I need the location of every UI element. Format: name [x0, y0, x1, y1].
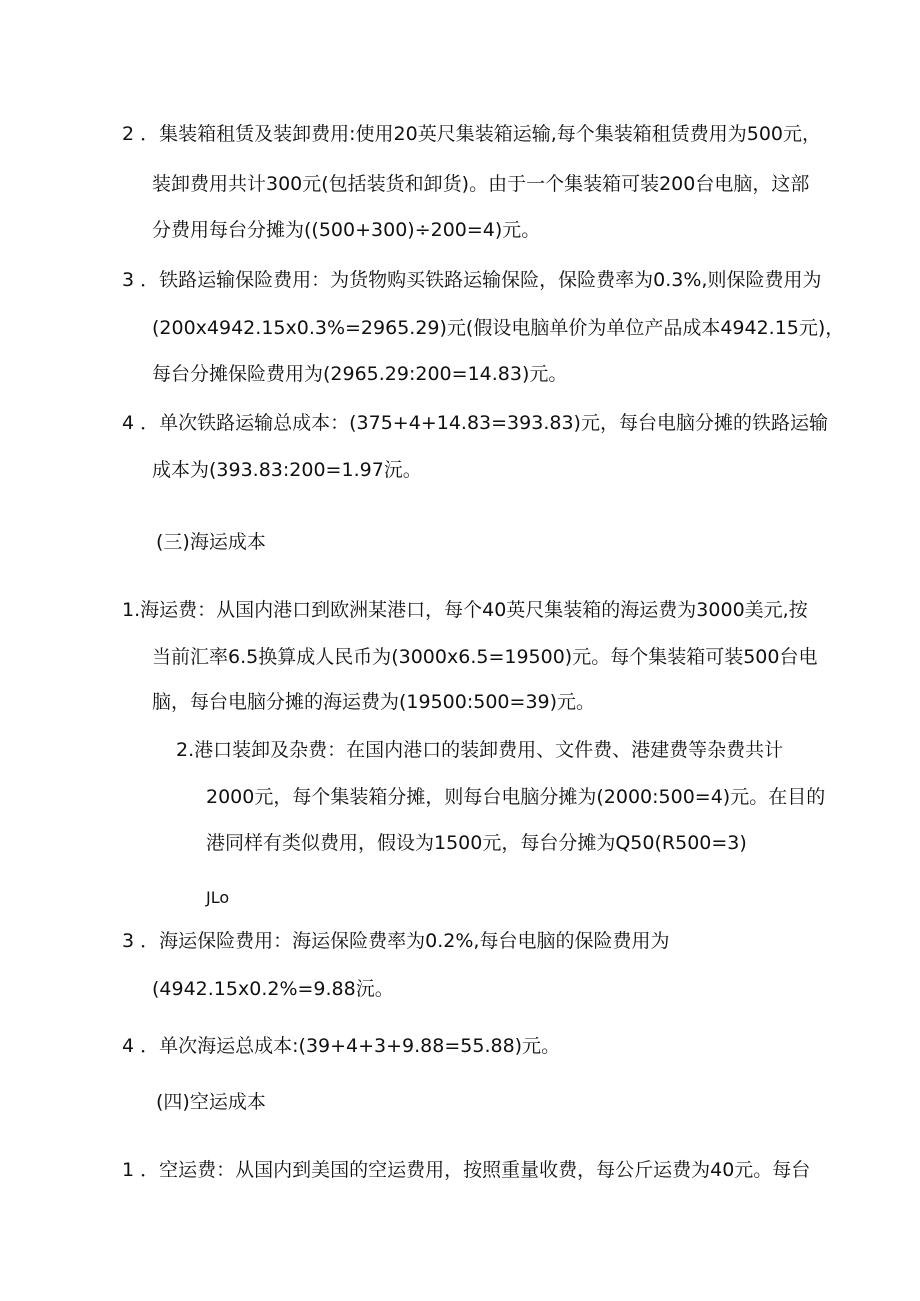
paragraph-line: 每台分摊保险费用为(2965.29:200=14.83)元。	[152, 363, 568, 385]
paragraph-line: 1.海运费：从国内港口到欧洲某港口，每个40英尺集装箱的海运费为3000美元,按	[122, 599, 808, 621]
paragraph-line: 3 ．海运保险费用：海运保险费率为0.2%,每台电脑的保险费用为	[122, 930, 670, 952]
paragraph-line: 脑，每台电脑分摊的海运费为(19500:500=39)元。	[152, 691, 596, 713]
paragraph-line: 4 ．单次海运总成本:(39+4+3+9.88=55.88)元。	[122, 1035, 561, 1057]
paragraph-line: 港同样有类似费用，假设为1500元，每台分摊为Q50(R500=3)	[206, 832, 747, 854]
paragraph-line: 4 ．单次铁路运输总成本：(375+4+14.83=393.83)元，每台电脑分摊的铁路运输	[122, 412, 828, 434]
paragraph-line: 分费用每台分摊为((500+300)÷200=4)元。	[152, 219, 541, 241]
paragraph-line: 3 ．铁路运输保险费用：为货物购买铁路运输保险，保险费率为0.3%,则保险费用为	[122, 269, 822, 291]
paragraph-line: 2 ．集装箱租赁及装卸费用:使用20英尺集装箱运输,每个集装箱租赁费用为500元，	[122, 123, 822, 145]
paragraph-line: 2000元，每个集装箱分摊，则每台电脑分摊为(2000:500=4)元。在目的	[206, 786, 826, 808]
paragraph-line: 1 ．空运费：从国内到美国的空运费用，按照重量收费，每公斤运费为40元。每台	[122, 1159, 811, 1181]
paragraph-line: (200x4942.15x0.3%=2965.29)元(假设电脑单价为单位产品成本4942.15元)，	[152, 317, 845, 339]
paragraph-line: 2.港口装卸及杂费：在国内港口的装卸费用、文件费、港建费等杂费共计	[176, 739, 784, 761]
paragraph-line: 当前汇率6.5换算成人民币为(3000x6.5=19500)元。每个集装箱可装500台电	[152, 646, 818, 668]
section-heading-air: (四)空运成本	[156, 1091, 266, 1113]
paragraph-line: 成本为(393.83:200=1.97沅。	[152, 459, 422, 481]
section-heading-sea: (三)海运成本	[156, 531, 266, 553]
paragraph-line: (4942.15x0.2%=9.88沅。	[152, 978, 394, 1000]
paragraph-line: JLo	[206, 888, 230, 907]
paragraph-line: 装卸费用共计300元(包括装货和卸货)。由于一个集装箱可装200台电脑，这部	[152, 173, 810, 195]
